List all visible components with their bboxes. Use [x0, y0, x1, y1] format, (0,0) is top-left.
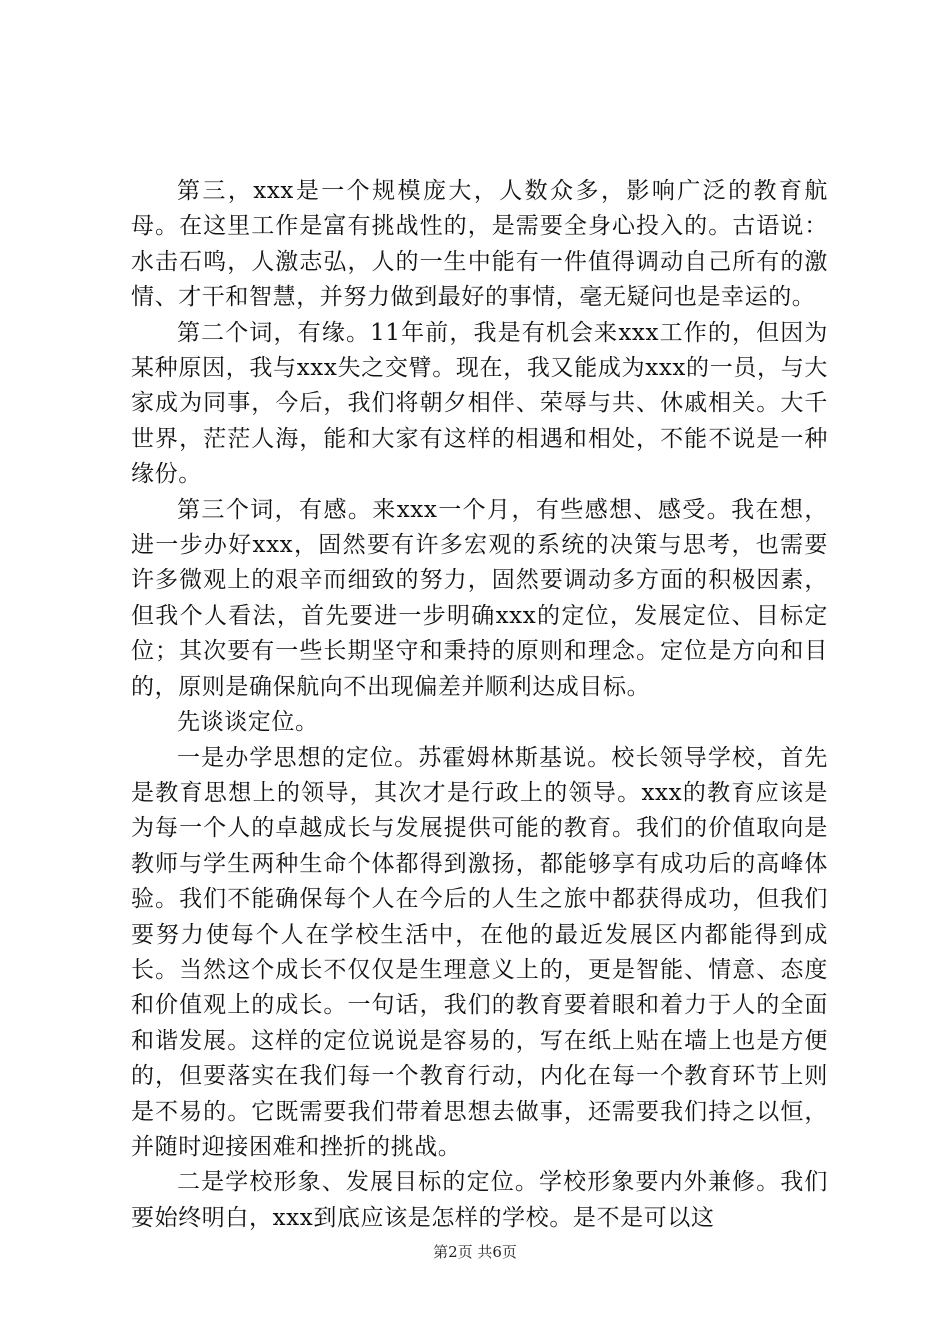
paragraph: 一是办学思想的定位。苏霍姆林斯基说。校长领导学校，首先是教育思想上的领导，其次才是行政上的领导。xxx的教育应该是为每一个人的卓越成长与发展提供可能的教育。我们的价值取向是教师与学生两种生命个体都得到激扬，都能够享有成功后的高峰体验。我们不能确保每个人在今后的人生之旅中都获得成功，但我们要努力使每个人在学校生活中，在他的最近发展区内都能得到成长。当然这个成长不仅仅是生理意义上的，更是智能、情意、态度和价值观上的成长。一句话，我们的教育要着眼和着力于人的全面和谐发展。这样的定位说说是容易的，写在纸上贴在墙上也是方便的，但要落实在我们每一个教育行动，内化在每一个教育环节上则是不易的。它既需要我们带着思想去做事，还需要我们持之以恒，并随时迎接困难和挫折的挑战。: [131, 744, 828, 1160]
page-number-footer: 第2页 共6页: [433, 1243, 517, 1261]
paragraph: 第三个词，有感。来xxx一个月，有些感想、感受。我在想，进一步办好xxx，固然要有许多宏观的系统的决策与思考，也需要许多微观上的艰辛而细致的努力，固然要调动多方面的积极因素，但我个人看法，首先要进一步明确xxx的定位，发展定位、目标定位；其次要有一些长期坚守和秉持的原则和理念。定位是方向和目的，原则是确保航向不出现偏差并顺利达成目标。: [131, 496, 828, 700]
paragraph: 二是学校形象、发展目标的定位。学校形象要内外兼修。我们要始终明白，xxx到底应该是怎样的学校。是不是可以这: [131, 1169, 828, 1231]
paragraph: 第三，xxx是一个规模庞大，人数众多，影响广泛的教育航母。在这里工作是富有挑战性的，是需要全身心投入的。古语说：水击石鸣，人激志弘，人的一生中能有一件值得调动自己所有的激情、才干和智慧，并努力做到最好的事情，毫无疑问也是幸运的。: [131, 178, 828, 311]
document-body: [131, 174, 828, 1236]
paragraph: 先谈谈定位。: [177, 709, 319, 736]
paragraph: 第二个词，有缘。11年前，我是有机会来xxx工作的，但因为某种原因，我与xxx失之交臂。现在，我又能成为xxx的一员，与大家成为同事，今后，我们将朝夕相伴、荣辱与共、休戚相关。大千世界，茫茫人海，能和大家有这样的相遇和相处，不能不说是一种缘份。: [131, 319, 828, 488]
